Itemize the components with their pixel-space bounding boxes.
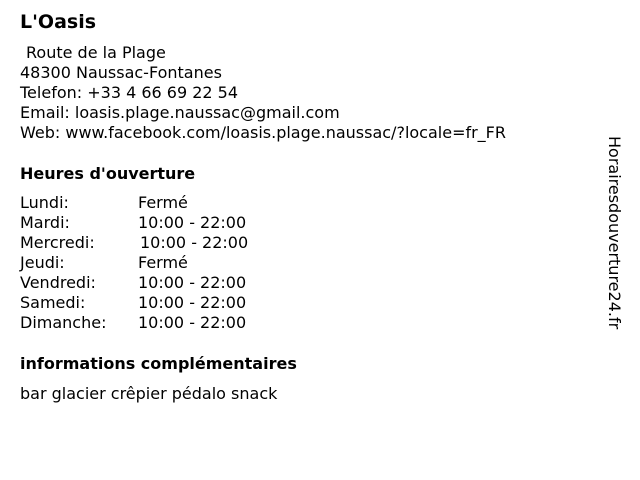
hours-time: 10:00 - 22:00	[138, 273, 247, 292]
hours-day: Mardi:	[20, 213, 70, 232]
hours-time: 10:00 - 22:00	[138, 213, 247, 232]
site-credit: Horairesdouverture24.fr	[605, 136, 624, 330]
place-name: L'Oasis	[20, 11, 97, 33]
info-heading: informations complémentaires	[20, 354, 297, 373]
address-street: Route de la Plage	[26, 43, 166, 62]
hours-time: 10:00 - 22:00	[138, 293, 247, 312]
phone-line: Telefon: +33 4 66 69 22 54	[20, 83, 239, 102]
hours-time: 10:00 - 22:00	[140, 233, 249, 252]
email-line: Email: loasis.plage.naussac@gmail.com	[20, 103, 340, 122]
web-line: Web: www.facebook.com/loasis.plage.naussac/?locale=fr_FR	[20, 123, 506, 142]
hours-day: Samedi:	[20, 293, 86, 312]
address-block	[20, 43, 506, 143]
hours-day: Vendredi:	[20, 273, 96, 292]
hours-day: Mercredi:	[20, 233, 95, 252]
hours-time: 10:00 - 22:00	[138, 313, 247, 332]
info-text: bar glacier crêpier pédalo snack	[20, 384, 278, 403]
hours-heading: Heures d'ouverture	[20, 164, 196, 183]
hours-day: Dimanche:	[20, 313, 107, 332]
hours-time: Fermé	[138, 193, 188, 212]
address-city: 48300 Naussac-Fontanes	[20, 63, 222, 82]
hours-day: Jeudi:	[20, 253, 65, 272]
hours-time: Fermé	[138, 253, 188, 272]
hours-day: Lundi:	[20, 193, 69, 212]
